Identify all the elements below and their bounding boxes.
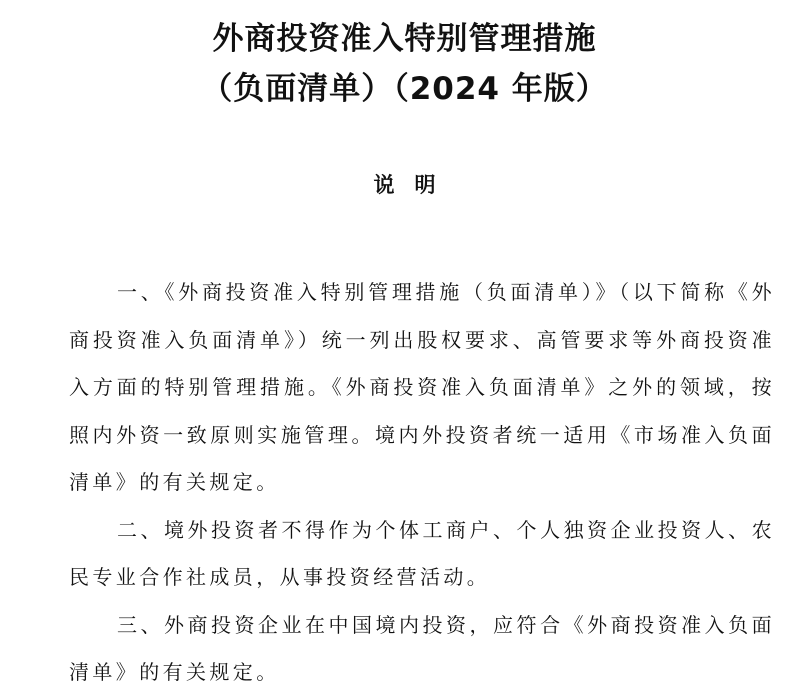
document-title: 外商投资准入特别管理措施 xyxy=(212,21,597,57)
section-heading: 说明 xyxy=(373,173,456,197)
paragraph-3: 三、外商投资企业在中国境内投资，应符合《外商投资准入负面清单》的有关规定。 xyxy=(69,612,775,684)
paragraph-1: 一、《外商投资准入特别管理措施（负面清单）》（以下简称《外商投资准入负面清单》）统一列出股权要求、高管要求等外商投资准入方面的特别管理措施。《外商投资准入负面清单》之外的领域，按照内外资一致原则实施管理。境内外投资者统一适用《市场准入负面清单》的有关规定。 xyxy=(69,280,775,494)
document-body xyxy=(69,269,775,697)
document-subtitle: （负面清单）（2024 年版） xyxy=(201,71,608,107)
paragraph-2: 二、境外投资者不得作为个体工商户、个人独资企业投资人、农民专业合作社成员，从事投资经营活动。 xyxy=(69,517,775,589)
